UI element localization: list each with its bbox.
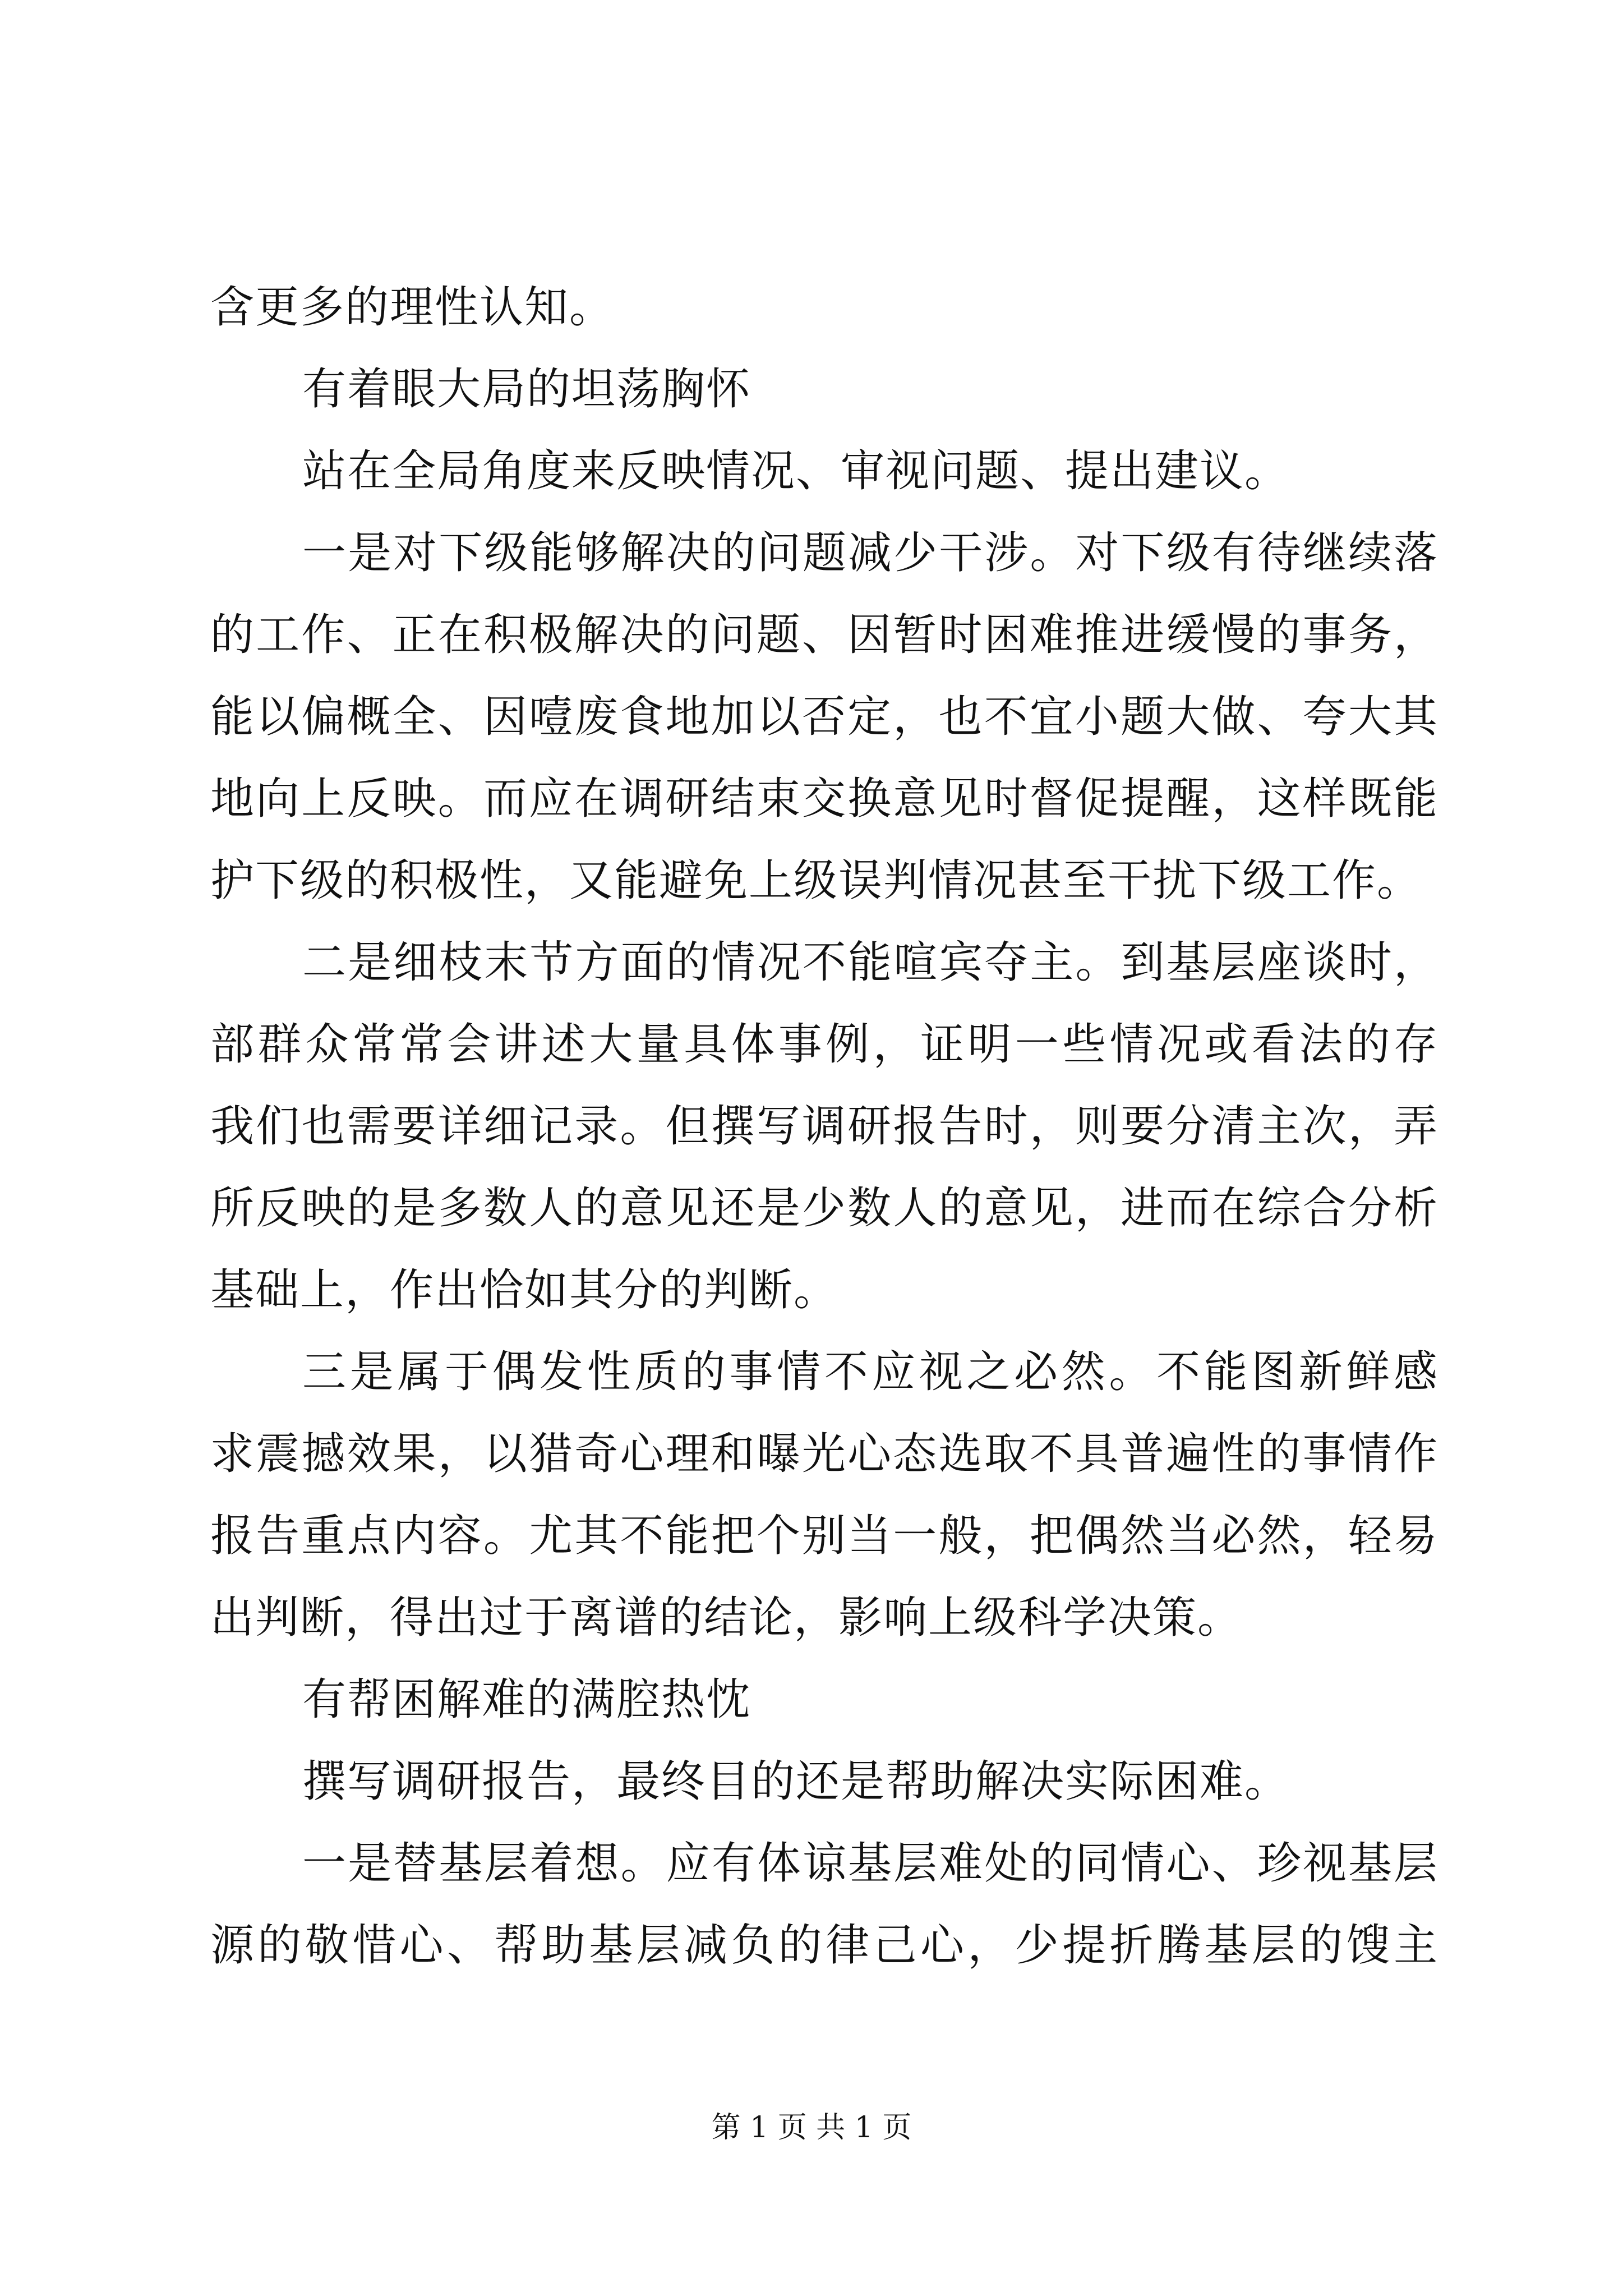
text-line: 有着眼大局的坦荡胸怀 [302,364,751,415]
text-line: 一是替基层着想。应有体谅基层难处的同情心、珍视基层 [302,1838,1438,1889]
text-line: 的工作、正在积极解决的问题、因暂时困难推进缓慢的事务， [210,610,1438,660]
text-line: 撰写调研报告，最终目的还是帮助解决实际困难。 [302,1756,1290,1807]
text-line: 含更多的理性认知。 [210,282,615,333]
text-line: 我们也需要详细记录。但撰写调研报告时，则要分清主次，弄 [210,1101,1438,1152]
text-line: 地向上反映。而应在调研结束交换意见时督促提醒，这样既能 [210,774,1438,824]
text-line: 部群众常常会讲述大量具体事例，证明一些情况或看法的存 [210,1019,1438,1070]
text-line: 三是属于偶发性质的事情不应视之必然。不能图新鲜感 [302,1347,1438,1397]
text-line: 所反映的是多数人的意见还是少数人的意见，进而在综合分析 [210,1183,1438,1234]
text-line: 站在全局角度来反映情况、审视问题、提出建议。 [302,446,1290,496]
text-line: 护下级的积极性，又能避免上级误判情况甚至干扰下级工作。 [210,855,1422,906]
text-line: 基础上，作出恰如其分的判断。 [210,1265,839,1315]
document-body [210,266,1438,1986]
text-line: 有帮困解难的满腔热忱 [302,1674,751,1725]
text-line: 源的敬惜心、帮助基层减负的律己心，少提折腾基层的馊主 [210,1920,1438,1971]
text-line: 求震撼效果，以猎奇心理和曝光心态选取不具普遍性的事情作 [210,1429,1438,1479]
text-line: 一是对下级能够解决的问题减少干涉。对下级有待继续落 [302,528,1438,578]
text-line: 出判断，得出过于离谱的结论，影响上级科学决策。 [210,1593,1243,1643]
page-footer: 第 1 页 共 1 页 [711,2111,912,2145]
text-line: 能以偏概全、因噎废食地加以否定，也不宜小题大做、夸大其 [210,692,1438,742]
text-line: 报告重点内容。尤其不能把个别当一般，把偶然当必然，轻易 [210,1511,1438,1561]
text-line: 二是细枝末节方面的情况不能喧宾夺主。到基层座谈时， [302,937,1438,988]
